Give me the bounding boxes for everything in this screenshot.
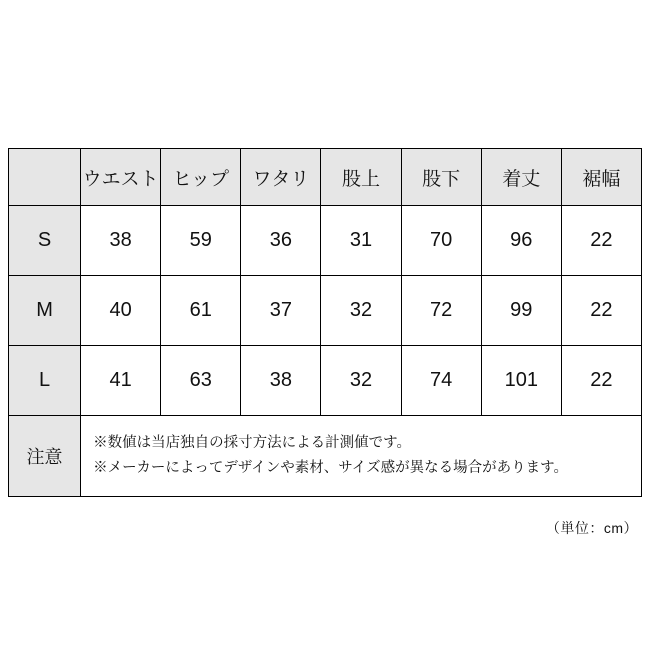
cell-m-inseam: 72 [401, 276, 481, 346]
row-label-s: S [9, 206, 81, 276]
cell-s-rise: 31 [321, 206, 401, 276]
cell-l-rise: 32 [321, 346, 401, 416]
cell-m-rise: 32 [321, 276, 401, 346]
size-table [8, 148, 642, 497]
table-corner-cell [9, 149, 81, 206]
cell-l-thigh: 38 [241, 346, 321, 416]
cell-s-hip: 59 [161, 206, 241, 276]
note-body [81, 416, 642, 497]
note-line-2: ※メーカーによってデザインや素材、サイズ感が異なる場合があります。 [93, 460, 568, 476]
cell-l-length: 101 [481, 346, 561, 416]
unit-note: （単位：cm） [545, 520, 638, 536]
column-header-hem-width: 裾幅 [561, 149, 641, 206]
cell-s-inseam: 70 [401, 206, 481, 276]
cell-l-hip: 63 [161, 346, 241, 416]
column-header-inseam: 股下 [401, 149, 481, 206]
cell-l-inseam: 74 [401, 346, 481, 416]
size-table-container [8, 148, 642, 497]
table-row [9, 346, 642, 416]
column-header-hip: ヒップ [161, 149, 241, 206]
row-label-l: L [9, 346, 81, 416]
row-label-m: M [9, 276, 81, 346]
column-header-thigh: ワタリ [241, 149, 321, 206]
cell-l-waist: 41 [81, 346, 161, 416]
column-header-rise: 股上 [321, 149, 401, 206]
cell-m-thigh: 37 [241, 276, 321, 346]
table-note-row [9, 416, 642, 497]
table-head [9, 149, 642, 206]
table-row [9, 276, 642, 346]
cell-s-hem-width: 22 [561, 206, 641, 276]
column-header-length: 着丈 [481, 149, 561, 206]
cell-s-length: 96 [481, 206, 561, 276]
cell-l-hem-width: 22 [561, 346, 641, 416]
note-label: 注意 [9, 416, 81, 497]
column-header-waist: ウエスト [81, 149, 161, 206]
note-line-1: ※数値は当店独自の採寸方法による計測値です。 [93, 434, 411, 451]
cell-s-waist: 38 [81, 206, 161, 276]
cell-m-length: 99 [481, 276, 561, 346]
table-body [9, 206, 642, 497]
table-row [9, 206, 642, 276]
cell-m-waist: 40 [81, 276, 161, 346]
table-header-row [9, 149, 642, 206]
cell-m-hip: 61 [161, 276, 241, 346]
cell-s-thigh: 36 [241, 206, 321, 276]
cell-m-hem-width: 22 [561, 276, 641, 346]
